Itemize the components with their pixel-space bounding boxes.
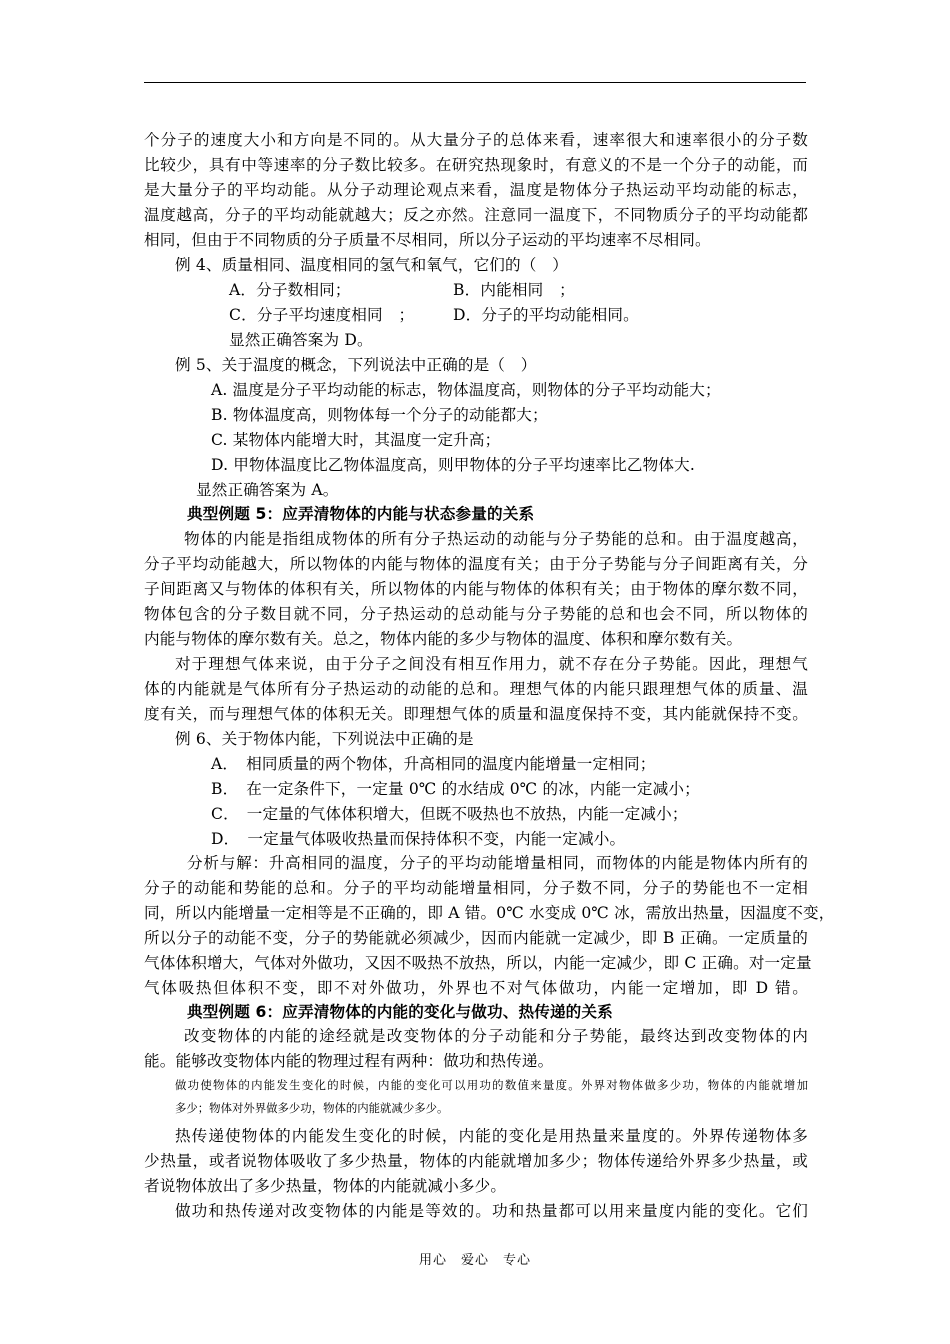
option-a: A．分子数相同； — [229, 281, 351, 299]
example-question: 例 4、质量相同、温度相同的氢气和氧气，它们的（ ） — [175, 256, 569, 274]
small-text-line: 做功使物体的内能发生变化的时候，内能的变化可以用功的数值来量度。外界对物体做多少功，物体的内能就增加 — [175, 1078, 808, 1092]
section-heading: 典型例题 5：应弄清物体的内能与状态参量的关系 — [187, 505, 535, 523]
option-d: D．分子的平均动能相同。 — [453, 306, 639, 324]
text-line: 温度越高，分子的平均动能就越大；反之亦然。注意同一温度下，不同物质分子的平均动能都 — [144, 206, 808, 224]
text-line: 分子的动能和势能的总和。分子的平均动能增量相同，分子数不同，分子的势能也不一定相 — [144, 879, 808, 897]
small-text-line: 多少；物体对外界做多少功，物体的内能就减少多少。 — [175, 1101, 449, 1115]
answer-line: 显然正确答案为 A。 — [196, 481, 339, 499]
option-b: B. 物体温度高，则物体每一个分子的动能都大； — [211, 406, 548, 424]
text-line: 子间距离又与物体的体积有关，所以物体的内能与物体的体积有关；由于物体的摩尔数不同， — [144, 580, 808, 598]
text-line: 分析与解：升高相同的温度，分子的平均动能增量相同，而物体的内能是物体内所有的 — [187, 854, 808, 872]
option-a: A． 相同质量的两个物体，升高相同的温度内能增量一定相同； — [211, 755, 656, 773]
option-b: B．内能相同 ； — [453, 281, 575, 299]
text-line: 是大量分子的平均动能。从分子动理论观点来看，温度是物体分子热运动平均动能的标志， — [144, 181, 808, 199]
header-rule — [144, 82, 806, 83]
option-d: D． 一定量气体吸收热量而保持体积不变，内能一定减小。 — [211, 830, 626, 848]
answer-line: 显然正确答案为 D。 — [229, 331, 373, 349]
text-line: 气体体积增大，气体对外做功，又因不吸热不放热，所以，内能一定减少，即 C 正确。对一定量 — [144, 954, 812, 972]
text-line: 对于理想气体来说，由于分子之间没有相互作用力，就不存在分子势能。因此，理想气 — [175, 655, 808, 673]
text-line: 物体的内能是指组成物体的所有分子热运动的动能与分子势能的总和。由于温度越高， — [184, 530, 808, 548]
option-d: D. 甲物体温度比乙物体温度高，则甲物体的分子平均速率比乙物体大. — [211, 456, 695, 474]
option-b: B． 在一定条件下，一定量 0℃ 的水结成 0℃ 的冰，内能一定减小； — [211, 780, 700, 798]
text-line: 个分子的速度大小和方向是不同的。从大量分子的总体来看，速率很大和速率很小的分子数 — [144, 131, 808, 149]
example-question: 例 5、关于温度的概念，下列说法中正确的是（ ） — [175, 356, 537, 374]
example-question: 例 6、关于物体内能，下列说法中正确的是 — [175, 730, 474, 748]
text-line: 能。能够改变物体内能的物理过程有两种：做功和热传递。 — [144, 1052, 554, 1070]
section-heading: 典型例题 6：应弄清物体的内能的变化与做功、热传递的关系 — [187, 1003, 613, 1021]
option-c: C． 一定量的气体体积增大，但既不吸热也不放热，内能一定减小； — [211, 805, 688, 823]
text-line: 相同，但由于不同物质的分子质量不尽相同，所以分子运动的平均速率不尽相同。 — [144, 231, 711, 249]
text-line: 少热量，或者说物体吸收了多少热量，物体的内能就增加多少；物体传递给外界多少热量，或 — [144, 1152, 808, 1170]
option-c: C．分子平均速度相同 ； — [229, 306, 415, 324]
text-line: 者说物体放出了多少热量，物体的内能就减小多少。 — [144, 1177, 507, 1195]
text-line: 内能与物体的摩尔数有关。总之，物体内能的多少与物体的温度、体积和摩尔数有关。 — [144, 630, 743, 648]
text-line: 同，所以内能增量一定相等是不正确的，即 A 错。0℃ 水变成 0℃ 冰，需放出热量，因温度不变， — [144, 904, 835, 922]
text-line: 分子平均动能越大，所以物体的内能与物体的温度有关；由于分子势能与分子间距离有关，分 — [144, 555, 808, 573]
text-line: 比较少，具有中等速率的分子数比较多。在研究热现象时，有意义的不是一个分子的动能，而 — [144, 156, 808, 174]
text-line: 改变物体的内能的途经就是改变物体的分子动能和分子势能，最终达到改变物体的内 — [184, 1027, 808, 1045]
text-line: 气体吸热但体积不变，即不对外做功，外界也不对气体做功，内能一定增加，即 D 错。 — [144, 979, 808, 997]
page-footer: 用心 爱心 专心 — [418, 1253, 531, 1268]
text-line: 热传递使物体的内能发生变化的时候，内能的变化是用热量来量度的。外界传递物体多 — [175, 1127, 808, 1145]
text-line: 物体包含的分子数目就不同，分子热运动的总动能与分子势能的总和也会不同，所以物体的 — [144, 605, 808, 623]
text-line: 体的内能就是气体所有分子热运动的动能的总和。理想气体的内能只跟理想气体的质量、温 — [144, 680, 808, 698]
text-line: 度有关，而与理想气体的体积无关。即理想气体的质量和温度保持不变，其内能就保持不变。 — [144, 705, 808, 723]
option-a: A. 温度是分子平均动能的标志，物体温度高，则物体的分子平均动能大； — [211, 381, 721, 399]
text-line: 所以分子的动能不变，分子的势能就必须减少，因而内能就一定减少，即 B 正确。一定质量的 — [144, 929, 808, 947]
text-line: 做功和热传递对改变物体的内能是等效的。功和热量都可以用来量度内能的变化。它们 — [175, 1202, 808, 1220]
option-c: C. 某物体内能增大时，其温度一定升高； — [211, 431, 501, 449]
